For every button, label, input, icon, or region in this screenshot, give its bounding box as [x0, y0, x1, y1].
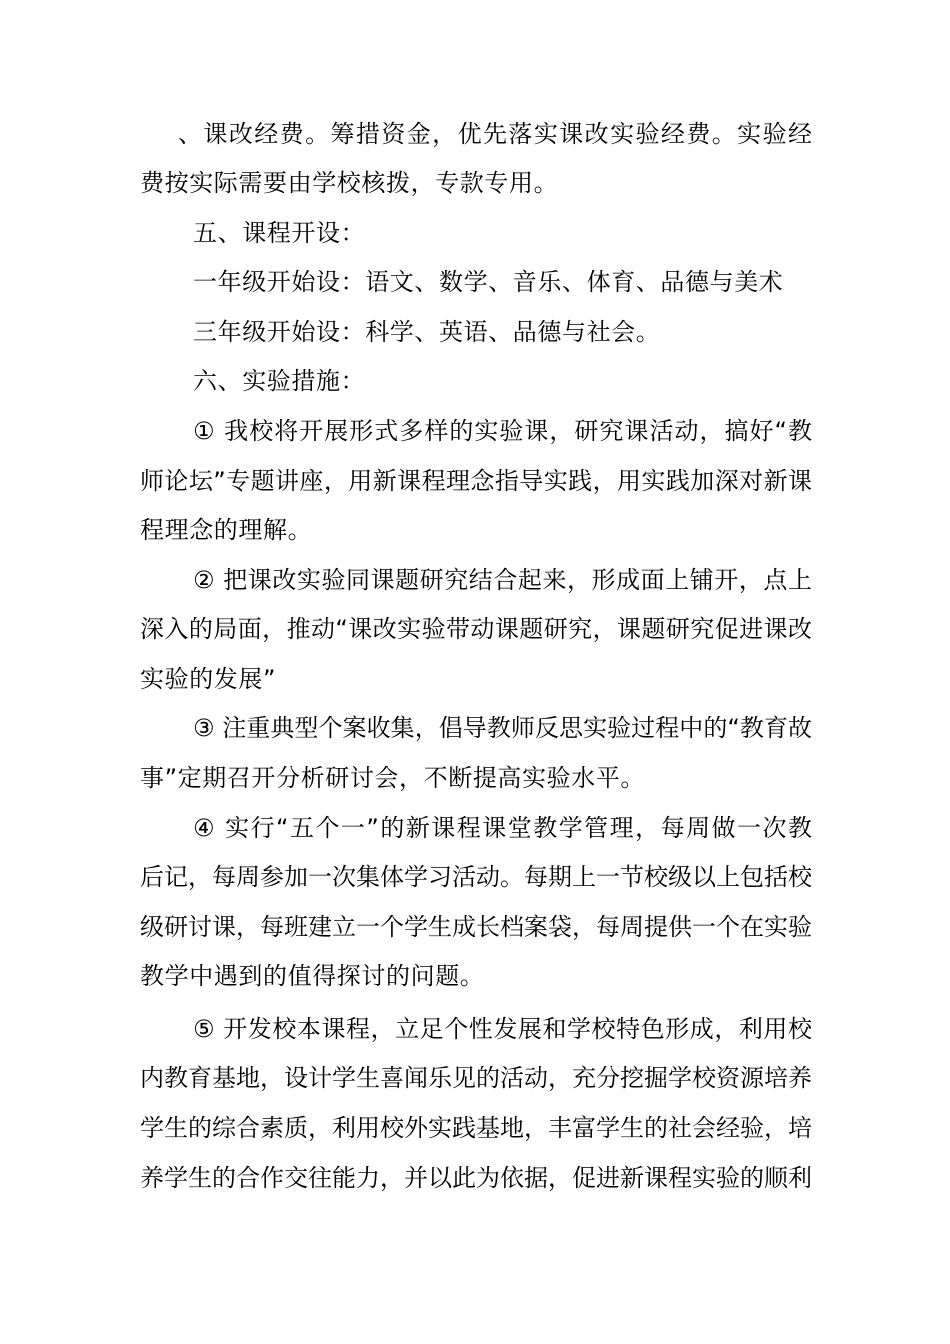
- text-line: 后记，每周参加一次集体学习活动。每期上一节校级以上包括校: [140, 863, 812, 891]
- text-line: ③ 注重典型个案收集，倡导教师反思实验过程中的“教育故: [193, 714, 812, 742]
- text-line: 级研讨课，每班建立一个学生成长档案袋，每周提供一个在实验: [140, 913, 812, 941]
- text-line: 一年级开始设：语文、数学、音乐、体育、品德与美术: [193, 268, 784, 296]
- text-line: ④ 实行“五个一”的新课程课堂教学管理，每周做一次教: [193, 814, 812, 842]
- text-line: 学生的综合素质，利用校外实践基地，丰富学生的社会经验，培: [140, 1114, 812, 1142]
- text-line: ② 把课改实验同课题研究结合起来，形成面上铺开，点上: [193, 566, 812, 594]
- text-line: 教学中遇到的值得探讨的问题。: [140, 962, 485, 990]
- section-heading: 六、实验措施：: [193, 367, 366, 395]
- text-line: 、课改经费。筹措资金，优先落实课改实验经费。实验经: [178, 120, 812, 148]
- text-line: 养学生的合作交往能力，并以此为依据，促进新课程实验的顺利: [140, 1164, 812, 1192]
- text-line: 三年级开始设：科学、英语、品德与社会。: [193, 318, 661, 346]
- text-line: ⑤ 开发校本课程，立足个性发展和学校特色形成，利用校: [193, 1015, 812, 1043]
- text-line: 师论坛”专题讲座，用新课程理念指导实践，用实践加深对新课: [140, 467, 812, 495]
- text-line: 内教育基地，设计学生喜闻乐见的活动，充分挖掘学校资源培养: [140, 1064, 812, 1092]
- text-line: ① 我校将开展形式多样的实验课，研究课活动，搞好“教: [193, 417, 812, 445]
- text-line: 实验的发展”: [140, 665, 277, 693]
- text-line: 费按实际需要由学校核拨，专款专用。: [140, 169, 559, 197]
- text-line: 事”定期召开分析研讨会，不断提高实验水平。: [140, 764, 646, 792]
- text-line: 程理念的理解。: [140, 516, 313, 544]
- section-heading: 五、课程开设：: [193, 219, 366, 247]
- text-line: 深入的局面，推动“课改实验带动课题研究，课题研究促进课改: [140, 615, 812, 643]
